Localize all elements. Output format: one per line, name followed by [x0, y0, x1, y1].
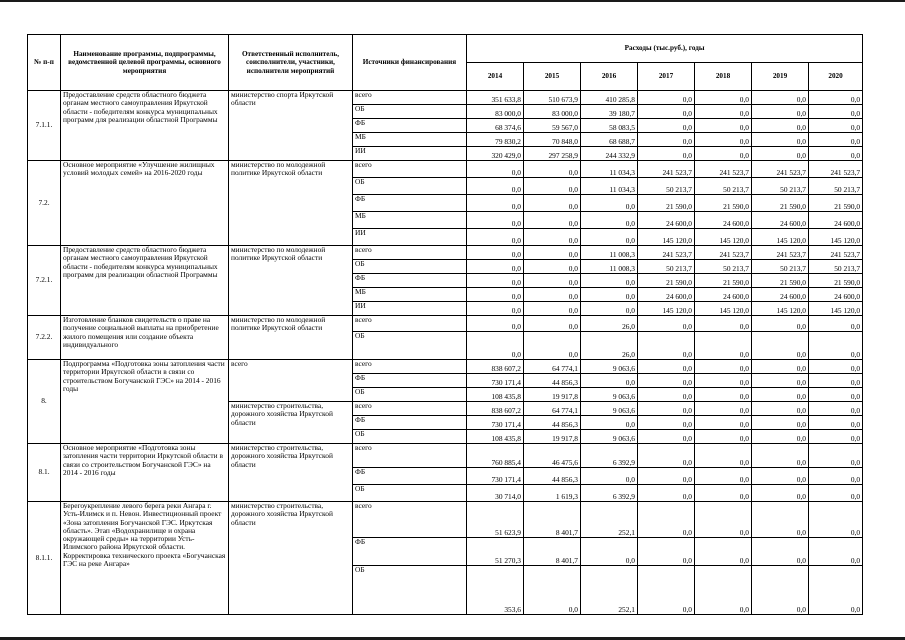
funding-source: ОБ [353, 388, 467, 402]
amount-cell: 21 590,0 [809, 274, 863, 288]
funding-source: всего [353, 402, 467, 416]
funding-source: ФБ [353, 195, 467, 212]
amount-cell: 0,0 [809, 388, 863, 402]
amount-cell: 24 600,0 [752, 288, 809, 302]
amount-cell: 0,0 [695, 119, 752, 133]
amount-cell: 24 600,0 [638, 212, 695, 229]
amount-cell: 0,0 [695, 502, 752, 538]
amount-cell: 241 523,7 [809, 161, 863, 178]
amount-cell: 21 590,0 [809, 195, 863, 212]
amount-cell: 0,0 [695, 468, 752, 485]
table-row [28, 444, 863, 468]
program-name: Предоставление средств областного бюджета органам местного самоуправления Иркутской области - победителям конкурса муниципальных программ для реализации областной Программы [61, 91, 229, 161]
amount-cell: 0,0 [809, 316, 863, 332]
amount-cell: 0,0 [752, 91, 809, 105]
program-name: Основное мероприятие «Улучшение жилищных условий молодых семей» на 2016-2020 годы [61, 161, 229, 246]
amount-cell: 0,0 [752, 402, 809, 416]
amount-cell: 0,0 [638, 374, 695, 388]
amount-cell: 0,0 [581, 195, 638, 212]
amount-cell: 0,0 [752, 133, 809, 147]
row-number: 8. [28, 360, 61, 444]
amount-cell: 0,0 [752, 430, 809, 444]
funding-source: ОБ [353, 260, 467, 274]
amount-cell: 0,0 [467, 246, 524, 260]
amount-cell: 1 619,3 [524, 485, 581, 502]
amount-cell: 0,0 [638, 119, 695, 133]
funding-source: всего [353, 444, 467, 468]
amount-cell: 0,0 [638, 430, 695, 444]
header-executor: Ответственный исполнитель, соисполнители, участники, исполнители мероприятий [229, 35, 353, 91]
amount-cell: 0,0 [467, 212, 524, 229]
amount-cell: 0,0 [752, 332, 809, 360]
amount-cell: 0,0 [695, 416, 752, 430]
amount-cell: 0,0 [581, 302, 638, 316]
header-year: 2020 [809, 63, 863, 91]
executor: министерство строительства, дорожного хозяйства Иркутской области [229, 402, 353, 444]
amount-cell: 68 374,6 [467, 119, 524, 133]
row-number: 7.2. [28, 161, 61, 246]
amount-cell: 0,0 [695, 91, 752, 105]
funding-source: всего [353, 161, 467, 178]
amount-cell: 0,0 [752, 105, 809, 119]
row-number: 7.2.2. [28, 316, 61, 360]
amount-cell: 0,0 [524, 332, 581, 360]
amount-cell: 0,0 [809, 119, 863, 133]
row-number: 8.1. [28, 444, 61, 502]
amount-cell: 50 213,7 [638, 178, 695, 195]
amount-cell: 760 885,4 [467, 444, 524, 468]
funding-source: ИИ [353, 302, 467, 316]
amount-cell: 0,0 [695, 444, 752, 468]
amount-cell: 0,0 [752, 566, 809, 615]
amount-cell: 0,0 [809, 416, 863, 430]
amount-cell: 79 830,2 [467, 133, 524, 147]
amount-cell: 838 607,2 [467, 402, 524, 416]
amount-cell: 83 000,0 [524, 105, 581, 119]
amount-cell: 410 285,8 [581, 91, 638, 105]
amount-cell: 51 623,9 [467, 502, 524, 538]
amount-cell: 11 008,3 [581, 246, 638, 260]
funding-source: ОБ [353, 178, 467, 195]
amount-cell: 353,6 [467, 566, 524, 615]
amount-cell: 0,0 [638, 416, 695, 430]
amount-cell: 0,0 [467, 260, 524, 274]
row-number: 8.1.1. [28, 502, 61, 615]
header-number: № п-п [28, 35, 61, 91]
amount-cell: 0,0 [809, 402, 863, 416]
executor: министерство по молодежной политике Иркутской области [229, 161, 353, 246]
amount-cell: 0,0 [467, 288, 524, 302]
amount-cell: 0,0 [467, 274, 524, 288]
amount-cell: 0,0 [524, 302, 581, 316]
amount-cell: 297 258,9 [524, 147, 581, 161]
amount-cell: 30 714,0 [467, 485, 524, 502]
header-funding-source: Источники финансирования [353, 35, 467, 91]
amount-cell: 0,0 [752, 502, 809, 538]
amount-cell: 0,0 [752, 538, 809, 566]
amount-cell: 26,0 [581, 332, 638, 360]
amount-cell: 70 848,0 [524, 133, 581, 147]
amount-cell: 241 523,7 [752, 246, 809, 260]
amount-cell: 0,0 [581, 288, 638, 302]
amount-cell: 510 673,9 [524, 91, 581, 105]
funding-source: ОБ [353, 105, 467, 119]
amount-cell: 145 120,0 [752, 302, 809, 316]
funding-source: ФБ [353, 374, 467, 388]
amount-cell: 0,0 [638, 485, 695, 502]
header-year: 2017 [638, 63, 695, 91]
budget-table [27, 34, 863, 615]
amount-cell: 39 180,7 [581, 105, 638, 119]
funding-source: ИИ [353, 229, 467, 246]
amount-cell: 0,0 [638, 105, 695, 119]
amount-cell: 0,0 [752, 119, 809, 133]
amount-cell: 730 171,4 [467, 374, 524, 388]
amount-cell: 0,0 [638, 468, 695, 485]
amount-cell: 320 429,0 [467, 147, 524, 161]
amount-cell: 0,0 [809, 147, 863, 161]
amount-cell: 0,0 [809, 91, 863, 105]
amount-cell: 252,1 [581, 566, 638, 615]
amount-cell: 0,0 [524, 566, 581, 615]
funding-source: ФБ [353, 538, 467, 566]
amount-cell: 24 600,0 [752, 212, 809, 229]
funding-source: всего [353, 360, 467, 374]
amount-cell: 0,0 [695, 388, 752, 402]
funding-source: МБ [353, 212, 467, 229]
table-row [28, 316, 863, 332]
amount-cell: 0,0 [695, 332, 752, 360]
amount-cell: 11 008,3 [581, 260, 638, 274]
amount-cell: 0,0 [581, 212, 638, 229]
amount-cell: 0,0 [809, 485, 863, 502]
header-expenses: Расходы (тыс.руб.), годы [467, 35, 863, 63]
amount-cell: 0,0 [752, 374, 809, 388]
amount-cell: 51 270,3 [467, 538, 524, 566]
amount-cell: 0,0 [638, 360, 695, 374]
amount-cell: 0,0 [809, 360, 863, 374]
amount-cell: 0,0 [695, 316, 752, 332]
amount-cell: 145 120,0 [752, 229, 809, 246]
amount-cell: 64 774,1 [524, 402, 581, 416]
program-name: Берегоукрепление левого берега реки Ангара г. Усть-Илимск и п. Невон. Инвестиционный проект «Зона затопления Богучанской ГЭС. Иркутская область». Этап «Водохранилище и охрана окружающей среды» на территории Усть-Илимского района Иркутской области. Корректировка технического проекта «Богучанская ГЭС на реке Ангара» [61, 502, 229, 615]
amount-cell: 21 590,0 [752, 195, 809, 212]
amount-cell: 241 523,7 [752, 161, 809, 178]
amount-cell: 50 213,7 [809, 178, 863, 195]
amount-cell: 19 917,8 [524, 388, 581, 402]
amount-cell: 9 063,6 [581, 402, 638, 416]
funding-source: ФБ [353, 274, 467, 288]
amount-cell: 50 213,7 [695, 178, 752, 195]
amount-cell: 83 000,0 [467, 105, 524, 119]
amount-cell: 59 567,0 [524, 119, 581, 133]
amount-cell: 0,0 [752, 485, 809, 502]
amount-cell: 68 688,7 [581, 133, 638, 147]
amount-cell: 0,0 [809, 374, 863, 388]
amount-cell: 730 171,4 [467, 416, 524, 430]
amount-cell: 21 590,0 [752, 274, 809, 288]
amount-cell: 145 120,0 [809, 229, 863, 246]
amount-cell: 0,0 [638, 444, 695, 468]
amount-cell: 0,0 [467, 316, 524, 332]
scan-border-top [0, 0, 905, 2]
amount-cell: 244 332,9 [581, 147, 638, 161]
amount-cell: 108 435,8 [467, 388, 524, 402]
amount-cell: 0,0 [581, 416, 638, 430]
amount-cell: 0,0 [581, 538, 638, 566]
amount-cell: 0,0 [809, 538, 863, 566]
amount-cell: 0,0 [752, 468, 809, 485]
amount-cell: 241 523,7 [695, 246, 752, 260]
amount-cell: 0,0 [638, 332, 695, 360]
amount-cell: 0,0 [695, 430, 752, 444]
table-row [28, 91, 863, 105]
amount-cell: 252,1 [581, 502, 638, 538]
amount-cell: 0,0 [524, 212, 581, 229]
amount-cell: 0,0 [524, 274, 581, 288]
executor: министерство строительства, дорожного хозяйства Иркутской области [229, 444, 353, 502]
amount-cell: 0,0 [752, 444, 809, 468]
amount-cell: 24 600,0 [638, 288, 695, 302]
amount-cell: 0,0 [809, 444, 863, 468]
header-year: 2016 [581, 63, 638, 91]
executor: министерство по молодежной политике Иркутской области [229, 246, 353, 316]
amount-cell: 0,0 [467, 332, 524, 360]
amount-cell: 11 034,3 [581, 178, 638, 195]
amount-cell: 0,0 [752, 416, 809, 430]
funding-source: всего [353, 502, 467, 538]
funding-source: ФБ [353, 468, 467, 485]
amount-cell: 145 120,0 [638, 229, 695, 246]
row-number: 7.1.1. [28, 91, 61, 161]
amount-cell: 0,0 [695, 147, 752, 161]
header-year: 2018 [695, 63, 752, 91]
amount-cell: 145 120,0 [809, 302, 863, 316]
amount-cell: 0,0 [809, 133, 863, 147]
program-name: Основное мероприятие «Подготовка зоны затопления части территории Иркутской области в связи со строительством Богучанской ГЭС» на 2014 - 2016 годы [61, 444, 229, 502]
amount-cell: 0,0 [638, 538, 695, 566]
funding-source: всего [353, 91, 467, 105]
executor: министерство спорта Иркутской области [229, 91, 353, 161]
header-program-name: Наименование программы, подпрограммы, ведомственной целевой программы, основного мероприятия [61, 35, 229, 91]
amount-cell: 0,0 [638, 502, 695, 538]
amount-cell: 26,0 [581, 316, 638, 332]
amount-cell: 0,0 [638, 316, 695, 332]
amount-cell: 730 171,4 [467, 468, 524, 485]
amount-cell: 9 063,6 [581, 430, 638, 444]
funding-source: всего [353, 316, 467, 332]
amount-cell: 0,0 [467, 161, 524, 178]
amount-cell: 0,0 [638, 566, 695, 615]
amount-cell: 145 120,0 [638, 302, 695, 316]
amount-cell: 58 083,5 [581, 119, 638, 133]
amount-cell: 145 120,0 [695, 229, 752, 246]
amount-cell: 64 774,1 [524, 360, 581, 374]
amount-cell: 0,0 [581, 274, 638, 288]
funding-source: ИИ [353, 147, 467, 161]
amount-cell: 0,0 [467, 302, 524, 316]
executor: всего [229, 360, 353, 402]
amount-cell: 0,0 [809, 332, 863, 360]
amount-cell: 24 600,0 [695, 288, 752, 302]
amount-cell: 0,0 [467, 178, 524, 195]
amount-cell: 0,0 [581, 468, 638, 485]
amount-cell: 0,0 [809, 502, 863, 538]
amount-cell: 6 392,9 [581, 444, 638, 468]
amount-cell: 19 917,8 [524, 430, 581, 444]
amount-cell: 11 034,3 [581, 161, 638, 178]
amount-cell: 50 213,7 [638, 260, 695, 274]
amount-cell: 0,0 [638, 91, 695, 105]
amount-cell: 0,0 [695, 538, 752, 566]
amount-cell: 9 063,6 [581, 388, 638, 402]
amount-cell: 44 856,3 [524, 468, 581, 485]
table-row [28, 246, 863, 260]
amount-cell: 8 401,7 [524, 538, 581, 566]
amount-cell: 241 523,7 [695, 161, 752, 178]
amount-cell: 0,0 [695, 105, 752, 119]
amount-cell: 21 590,0 [695, 195, 752, 212]
amount-cell: 0,0 [752, 360, 809, 374]
amount-cell: 0,0 [809, 566, 863, 615]
amount-cell: 24 600,0 [695, 212, 752, 229]
executor: министерство строительства, дорожного хозяйства Иркутской области [229, 502, 353, 615]
amount-cell: 6 392,9 [581, 485, 638, 502]
funding-source: ОБ [353, 485, 467, 502]
amount-cell: 0,0 [638, 402, 695, 416]
amount-cell: 241 523,7 [638, 161, 695, 178]
amount-cell: 21 590,0 [638, 274, 695, 288]
amount-cell: 0,0 [752, 388, 809, 402]
amount-cell: 44 856,3 [524, 416, 581, 430]
funding-source: ФБ [353, 119, 467, 133]
funding-source: ОБ [353, 332, 467, 360]
table-row [28, 502, 863, 538]
amount-cell: 0,0 [809, 430, 863, 444]
amount-cell: 0,0 [524, 195, 581, 212]
row-number: 7.2.1. [28, 246, 61, 316]
amount-cell: 24 600,0 [809, 212, 863, 229]
amount-cell: 44 856,3 [524, 374, 581, 388]
amount-cell: 0,0 [524, 161, 581, 178]
amount-cell: 0,0 [695, 566, 752, 615]
amount-cell: 0,0 [467, 229, 524, 246]
amount-cell: 0,0 [752, 147, 809, 161]
amount-cell: 241 523,7 [638, 246, 695, 260]
header-year: 2015 [524, 63, 581, 91]
funding-source: ОБ [353, 566, 467, 615]
amount-cell: 50 213,7 [752, 178, 809, 195]
amount-cell: 9 063,6 [581, 360, 638, 374]
amount-cell: 0,0 [695, 133, 752, 147]
funding-source: МБ [353, 288, 467, 302]
amount-cell: 0,0 [752, 316, 809, 332]
amount-cell: 50 213,7 [809, 260, 863, 274]
amount-cell: 0,0 [524, 316, 581, 332]
amount-cell: 0,0 [524, 246, 581, 260]
amount-cell: 0,0 [524, 260, 581, 274]
amount-cell: 0,0 [524, 178, 581, 195]
header-year: 2019 [752, 63, 809, 91]
table-row [28, 161, 863, 178]
amount-cell: 50 213,7 [752, 260, 809, 274]
amount-cell: 24 600,0 [809, 288, 863, 302]
amount-cell: 108 435,8 [467, 430, 524, 444]
amount-cell: 8 401,7 [524, 502, 581, 538]
amount-cell: 351 633,8 [467, 91, 524, 105]
amount-cell: 838 607,2 [467, 360, 524, 374]
funding-source: ФБ [353, 416, 467, 430]
amount-cell: 0,0 [581, 374, 638, 388]
amount-cell: 46 475,6 [524, 444, 581, 468]
amount-cell: 0,0 [695, 360, 752, 374]
executor: министерство по молодежной политике Иркутской области [229, 316, 353, 360]
program-name: Предоставление средств областного бюджета органам местного самоуправления Иркутской области - победителям конкурса муниципальных программ для реализации областной Программы [61, 246, 229, 316]
amount-cell: 50 213,7 [695, 260, 752, 274]
amount-cell: 21 590,0 [638, 195, 695, 212]
amount-cell: 0,0 [695, 485, 752, 502]
table-body [28, 91, 863, 615]
table-header [28, 35, 863, 91]
amount-cell: 0,0 [809, 468, 863, 485]
amount-cell: 0,0 [638, 133, 695, 147]
amount-cell: 145 120,0 [695, 302, 752, 316]
funding-source: всего [353, 246, 467, 260]
program-name: Изготовление бланков свидетельств о праве на получение социальной выплаты на приобретение жилого помещения или создание объекта индивидуального [61, 316, 229, 360]
amount-cell: 0,0 [809, 105, 863, 119]
header-year: 2014 [467, 63, 524, 91]
table-row [28, 360, 863, 374]
amount-cell: 0,0 [524, 229, 581, 246]
amount-cell: 0,0 [524, 288, 581, 302]
amount-cell: 0,0 [695, 402, 752, 416]
amount-cell: 21 590,0 [695, 274, 752, 288]
amount-cell: 0,0 [581, 229, 638, 246]
amount-cell: 0,0 [638, 147, 695, 161]
amount-cell: 0,0 [638, 388, 695, 402]
amount-cell: 241 523,7 [809, 246, 863, 260]
funding-source: ОБ [353, 430, 467, 444]
amount-cell: 0,0 [695, 374, 752, 388]
program-name: Подпрограмма «Подготовка зоны затопления части территории Иркутской области в связи со строительством Богучанской ГЭС» на 2014 - 2016 годы [61, 360, 229, 444]
funding-source: МБ [353, 133, 467, 147]
amount-cell: 0,0 [467, 195, 524, 212]
